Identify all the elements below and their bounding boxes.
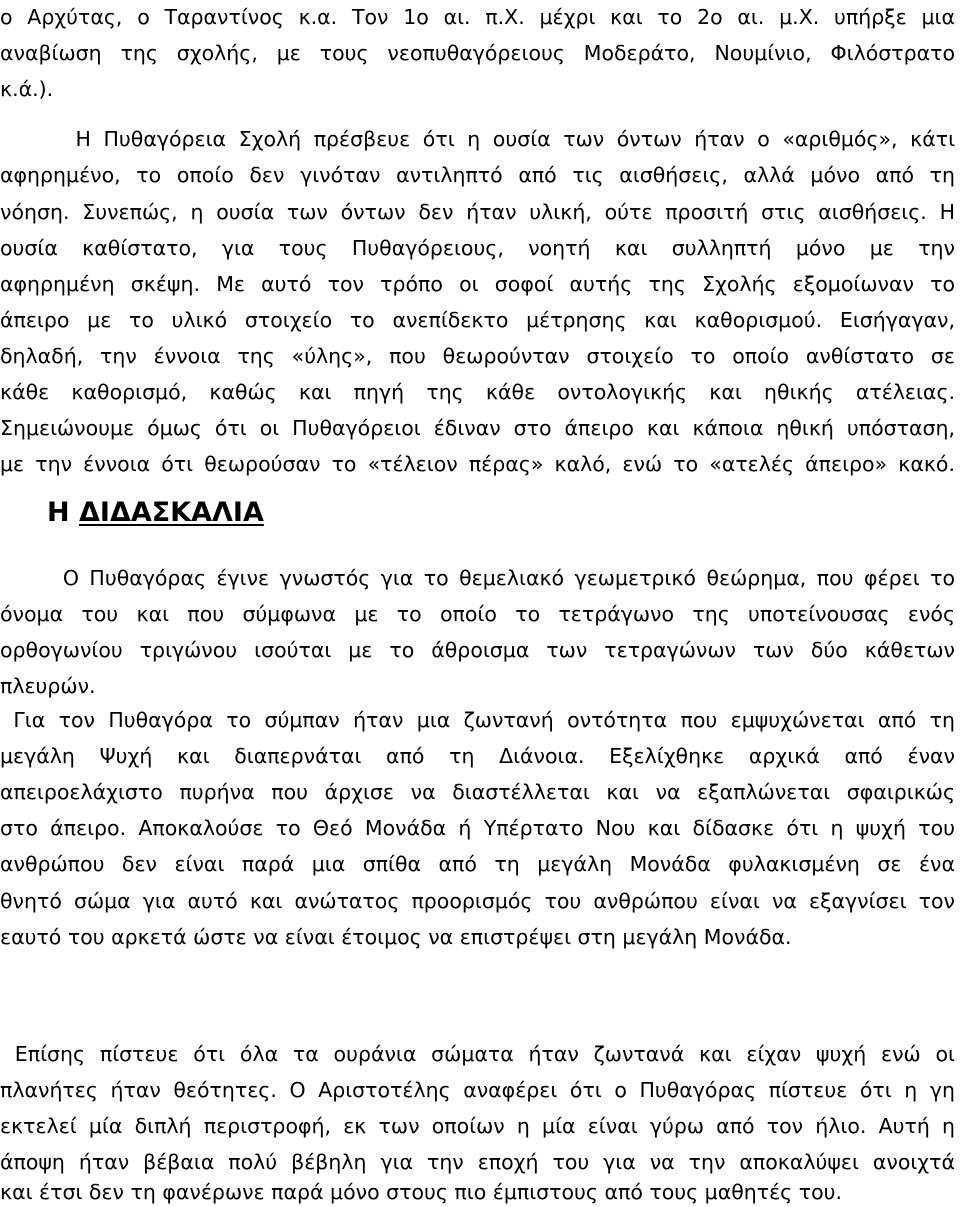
heading-prefix: Η xyxy=(47,497,79,528)
universe-line-2: μεγάλη Ψυχή και διαπερνάται από τη Διάνοια. Εξελίχθηκε αρχικά από έναν xyxy=(0,744,955,768)
theorem-line-3: ορθογωνίου τριγώνου ισούται με το άθροισμα των τετραγώνων των δύο κάθετων xyxy=(0,638,955,662)
universe-line-4: στο άπειρο. Αποκαλούσε το Θεό Μονάδα ή Υπέρτατο Νου και δίδασκε ότι η ψυχή του xyxy=(0,816,955,840)
section-heading xyxy=(47,493,264,533)
heading-underlined: ΔΙΔΑΣΚΑΛΙΑ xyxy=(79,497,264,528)
theorem-line-2: όνομα του και που σύμφωνα με το οποίο το τετράγωνο της υποτείνουσας ενός xyxy=(0,602,955,626)
essence-line-3: νόηση. Συνεπώς, η ουσία των όντων δεν ήταν υλική, ούτε προσιτή στις αισθήσεις. Η xyxy=(0,200,955,224)
essence-line-5: αφηρημένη σκέψη. Με αυτό τον τρόπο οι σοφοί αυτής της Σχολής εξομοίωναν το xyxy=(0,272,955,296)
essence-line-4: ουσία καθίστατο, για τους Πυθαγόρειους, νοητή και συλληπτή μόνο με την xyxy=(0,236,955,260)
essence-line-6: άπειρο με το υλικό στοιχείο το ανεπίδεκτο μέτρησης και καθορισμού. Εισήγαγαν, xyxy=(0,308,955,332)
planets-line-2: πλανήτες ήταν θεότητες. Ο Αριστοτέλης αναφέρει ότι ο Πυθαγόρας πίστευε ότι η γη xyxy=(0,1078,955,1102)
essence-line-7: δηλαδή, την έννοια της «ύλης», που θεωρούνταν στοιχείο το οποίο ανθίστατο σε xyxy=(0,344,955,368)
planets-line-3: εκτελεί μία διπλή περιστροφή, εκ των οποίων η μία είναι γύρω από τον ήλιο. Αυτή η xyxy=(0,1114,955,1138)
theorem-line-1: Ο Πυθαγόρας έγινε γνωστός για το θεμελιακό γεωμετρικό θεώρημα, που φέρει το xyxy=(0,566,955,590)
universe-line-6: θνητό σώμα για αυτό και ανώτατος προορισμός του ανθρώπου είναι να εξαγνίσει τον xyxy=(0,889,955,913)
universe-line-3: απειροελάχιστο πυρήνα που άρχισε να διαστέλλεται και να εξαπλώνεται σφαιρικώς xyxy=(0,780,955,804)
planets-line-5: και έτσι δεν τη φανέρωνε παρά μόνο στους πιο έμπιστους από τους μαθητές του. xyxy=(0,1180,842,1204)
planets-line-1: Επίσης πίστευε ότι όλα τα ουράνια σώματα ήταν ζωντανά και είχαν ψυχή ενώ οι xyxy=(0,1042,955,1066)
theorem-line-4: πλευρών. xyxy=(0,674,96,698)
essence-line-8: κάθε καθορισμό, καθώς και πηγή της κάθε οντολογικής και ηθικής ατέλειας. xyxy=(0,380,955,404)
essence-line-2: αφηρημένο, το οποίο δεν γινόταν αντιληπτό από τις αισθήσεις, αλλά μόνο από τη xyxy=(0,163,955,187)
planets-line-4: άποψη ήταν βέβαια πολύ βέβηλη για την εποχή του για να την αποκαλύψει ανοιχτά xyxy=(0,1150,955,1174)
essence-line-1: Η Πυθαγόρεια Σχολή πρέσβευε ότι η ουσία των όντων ήταν ο «αριθμός», κάτι xyxy=(0,127,955,151)
universe-line-1: Για τον Πυθαγόρα το σύμπαν ήταν μια ζωντανή οντότητα που εμψυχώνεται από τη xyxy=(0,708,955,732)
universe-line-5: ανθρώπου δεν είναι παρά μια σπίθα από τη μεγάλη Μονάδα φυλακισμένη σε ένα xyxy=(0,852,955,876)
intro-line-3: κ.ά.). xyxy=(0,77,54,101)
universe-line-7: εαυτό του αρκετά ώστε να είναι έτοιμος να επιστρέψει στη μεγάλη Μονάδα. xyxy=(0,925,792,949)
intro-line-2: αναβίωση της σχολής, με τους νεοπυθαγόρειους Μοδεράτο, Νουμίνιο, Φιλόστρατο xyxy=(0,41,955,65)
essence-line-9: Σημειώνουμε όμως ότι οι Πυθαγόρειοι έδιναν στο άπειρο και κάποια ηθική υπόσταση, xyxy=(0,416,955,440)
essence-line-10: με την έννοια ότι θεωρούσαν το «τέλειον πέρας» καλό, ενώ το «ατελές άπειρο» κακό. xyxy=(0,452,955,476)
intro-line-1: ο Αρχύτας, ο Ταραντίνος κ.α. Τον 1ο αι. π.Χ. μέχρι και το 2ο αι. μ.Χ. υπήρξε μια xyxy=(0,5,955,29)
